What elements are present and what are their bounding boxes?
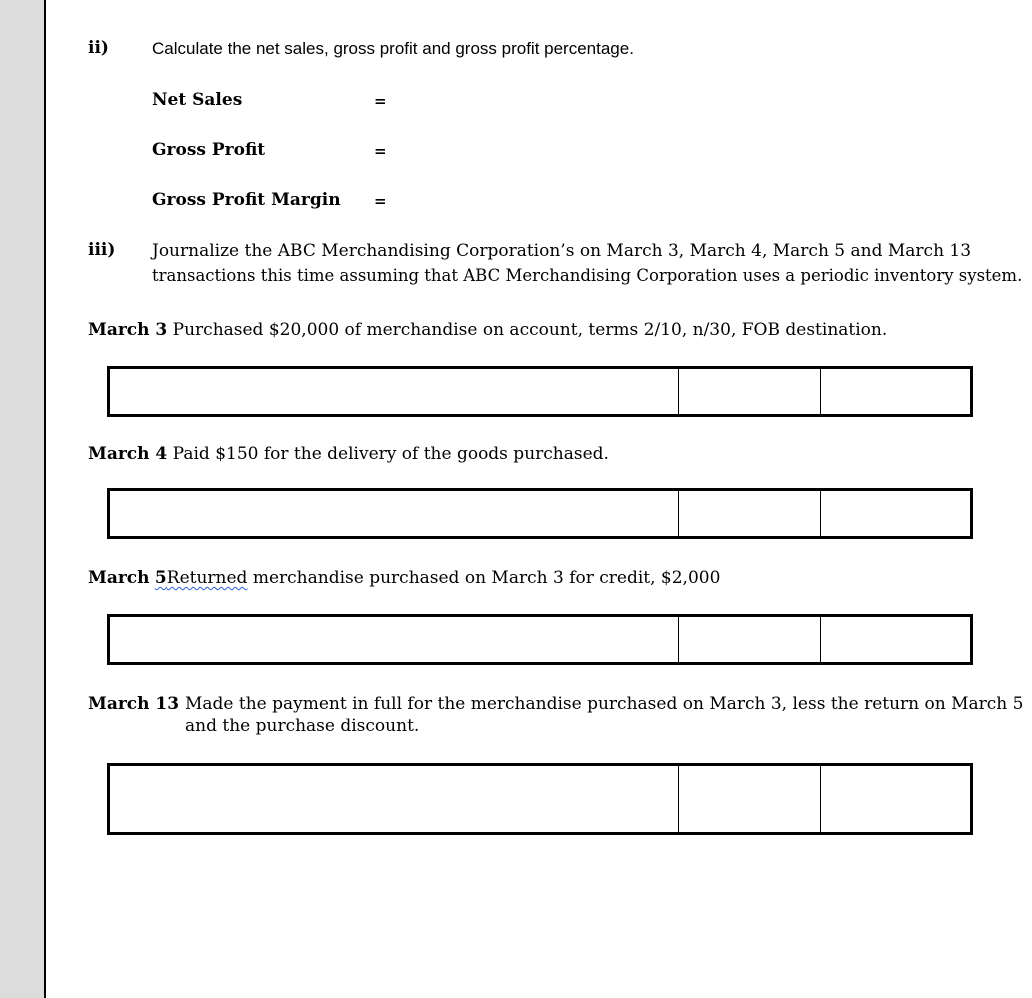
journal-account-cell[interactable] [110, 766, 679, 832]
transaction-date-march-13: March 13 [88, 694, 180, 714]
journal-debit-cell[interactable] [679, 766, 821, 832]
transaction-march-3 [88, 321, 887, 341]
transaction-description: Purchased $20,000 of merchandise on account, terms 2/10, n/30, FOB destination. [172, 320, 888, 340]
journal-debit-cell[interactable] [679, 369, 821, 414]
part-iii-number: iii) [88, 240, 116, 260]
transaction-description-line1: Made the payment in full for the merchandise purchased on March 3, less the return on March 5 [185, 694, 1024, 714]
gross-profit-margin-label: Gross Profit Margin [152, 190, 341, 210]
gross-profit-equals: = [374, 142, 387, 160]
transaction-description: merchandise purchased on March 3 for credit, $2,000 [252, 568, 721, 588]
transaction-march-4 [88, 445, 609, 465]
journal-entry-march-5 [107, 614, 973, 665]
journal-account-cell[interactable] [110, 369, 679, 414]
transaction-date-day: 5 [154, 568, 167, 588]
journal-credit-cell[interactable] [821, 369, 970, 414]
journal-credit-cell[interactable] [821, 766, 970, 832]
part-ii-number: ii) [88, 38, 109, 58]
journal-debit-cell[interactable] [679, 617, 821, 662]
gross-profit-margin-equals: = [374, 192, 387, 210]
journal-entry-march-4 [107, 488, 973, 539]
journal-credit-cell[interactable] [821, 491, 970, 536]
part-iii-instruction-line1: Journalize the ABC Merchandising Corporation’s on March 3, March 4, March 5 and March 13 [152, 241, 972, 261]
part-iii-instruction-line2: transactions this time assuming that ABC Merchandising Corporation uses a periodic inventory system. [152, 266, 1023, 285]
part-ii-instruction: Calculate the net sales, gross profit and gross profit percentage. [152, 39, 634, 58]
gross-profit-label: Gross Profit [152, 140, 266, 160]
transaction-description-line2: and the purchase discount. [185, 716, 420, 736]
journal-account-cell[interactable] [110, 617, 679, 662]
transaction-date: March 3 [88, 320, 168, 340]
net-sales-equals: = [374, 92, 387, 110]
page-edge-rule [44, 0, 46, 998]
page-margin-gutter [0, 0, 44, 998]
journal-debit-cell[interactable] [679, 491, 821, 536]
journal-account-cell[interactable] [110, 491, 679, 536]
net-sales-label: Net Sales [152, 90, 243, 110]
spellcheck-flagged-word: Returned [166, 568, 248, 588]
transaction-march-5 [88, 569, 720, 589]
journal-credit-cell[interactable] [821, 617, 970, 662]
journal-entry-march-3 [107, 366, 973, 417]
journal-entry-march-13 [107, 763, 973, 835]
transaction-description: Paid $150 for the delivery of the goods purchased. [172, 444, 609, 464]
transaction-date: March [88, 568, 150, 588]
transaction-date: March 4 [88, 444, 168, 464]
